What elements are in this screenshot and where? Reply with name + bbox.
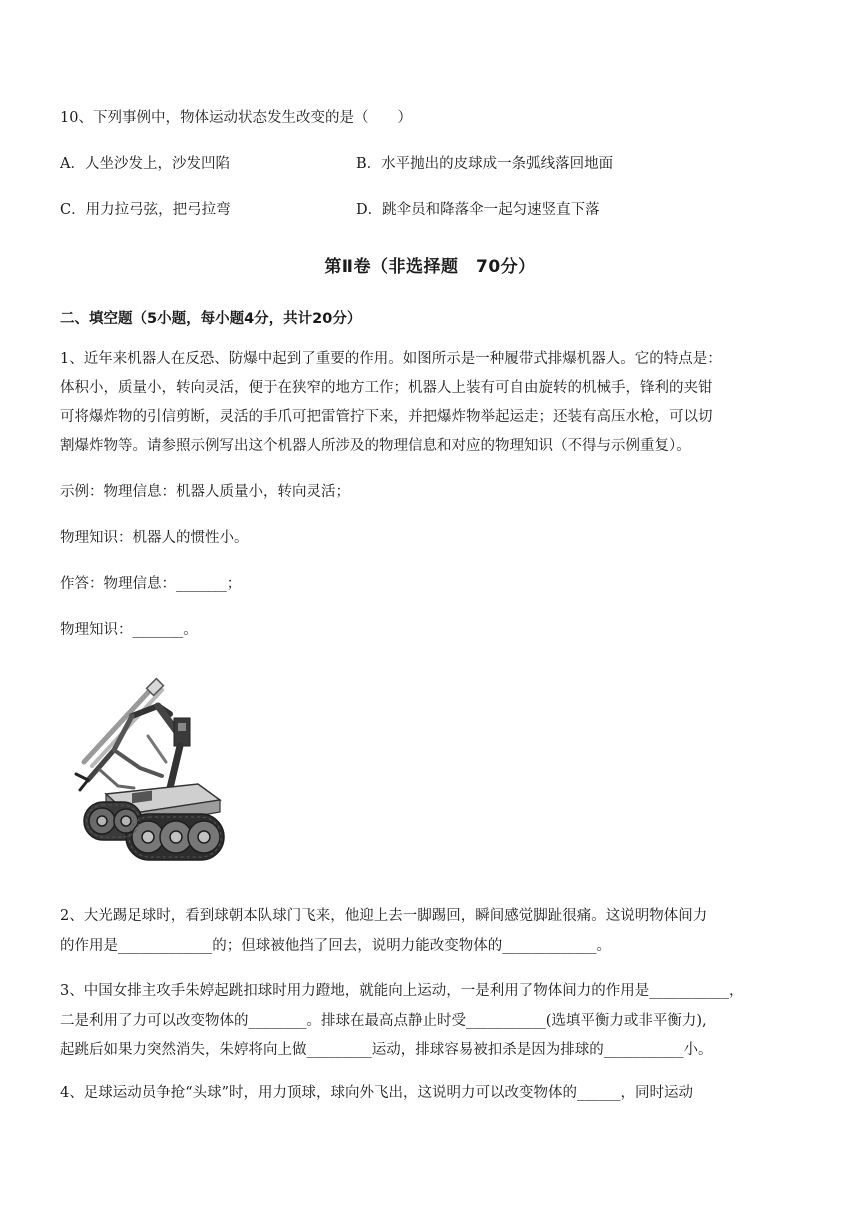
q1-answer-knowledge: 物理知识：_______。: [60, 622, 198, 638]
q1-example-knowledge: 物理知识：机器人的惯性小。: [60, 530, 249, 546]
q10-option-d: D．跳伞员和降落伞一起匀速竖直下落: [356, 202, 600, 218]
q3-line-2: 二是利用了力可以改变物体的________。排球在最高点静止时受___________(选填平衡力或非平衡力),: [60, 1013, 707, 1029]
q3-line-3: 起跳后如果力突然消失，朱婷将向上做_________运动，排球容易被扣杀是因为排球的___________小。: [60, 1042, 713, 1058]
q1-line-3: 可将爆炸物的引信剪断，灵活的手爪可把雷管拧下来，并把爆炸物举起运走；还装有高压水枪，可以切: [60, 409, 713, 425]
q2-line-1: 2、大光踢足球时，看到球朝本队球门飞来，他迎上去一脚踢回，瞬间感觉脚趾很痛。这说明物体间力: [60, 908, 708, 924]
q1-answer-info: 作答：物理信息：_______；: [60, 576, 242, 592]
bomb-disposal-robot-image: [70, 676, 230, 872]
q10-stem: 10、下列事例中，物体运动状态发生改变的是（ ）: [60, 110, 412, 126]
q3-line-1: 3、中国女排主攻手朱婷起跳扣球时用力蹬地，就能向上运动，一是利用了物体间力的作用是___________，: [60, 983, 744, 999]
q1-line-4: 割爆炸物等。请参照示例写出这个机器人所涉及的物理信息和对应的物理知识（不得与示例重复）。: [60, 438, 691, 454]
part2-title: 第Ⅱ卷（非选择题 70分）: [324, 257, 536, 277]
q1-example-info: 示例：物理信息：机器人质量小，转向灵活；: [60, 484, 350, 500]
q10-option-a: A．人坐沙发上，沙发凹陷: [60, 156, 230, 172]
q10-option-c: C．用力拉弓弦，把弓拉弯: [60, 202, 231, 218]
q2-line-2: 的作用是_____________的；但球被他挡了回去，说明力能改变物体的_____________。: [60, 938, 611, 954]
q1-line-1: 1、近年来机器人在反恐、防爆中起到了重要的作用。如图所示是一种履带式排爆机器人。它的特点是：: [60, 351, 722, 367]
q1-line-2: 体积小，质量小，转向灵活，便于在狭窄的地方工作；机器人上装有可自由旋转的机械手，锋利的夹钳: [60, 380, 713, 396]
q4-line-1: 4、足球运动员争抢“头球”时，用力顶球，球向外飞出，这说明力可以改变物体的______，同时运动: [60, 1085, 694, 1101]
section2-heading: 二、填空题（5小题，每小题4分，共计20分）: [60, 311, 362, 327]
q10-option-b: B．水平抛出的皮球成一条弧线落回地面: [356, 156, 614, 172]
